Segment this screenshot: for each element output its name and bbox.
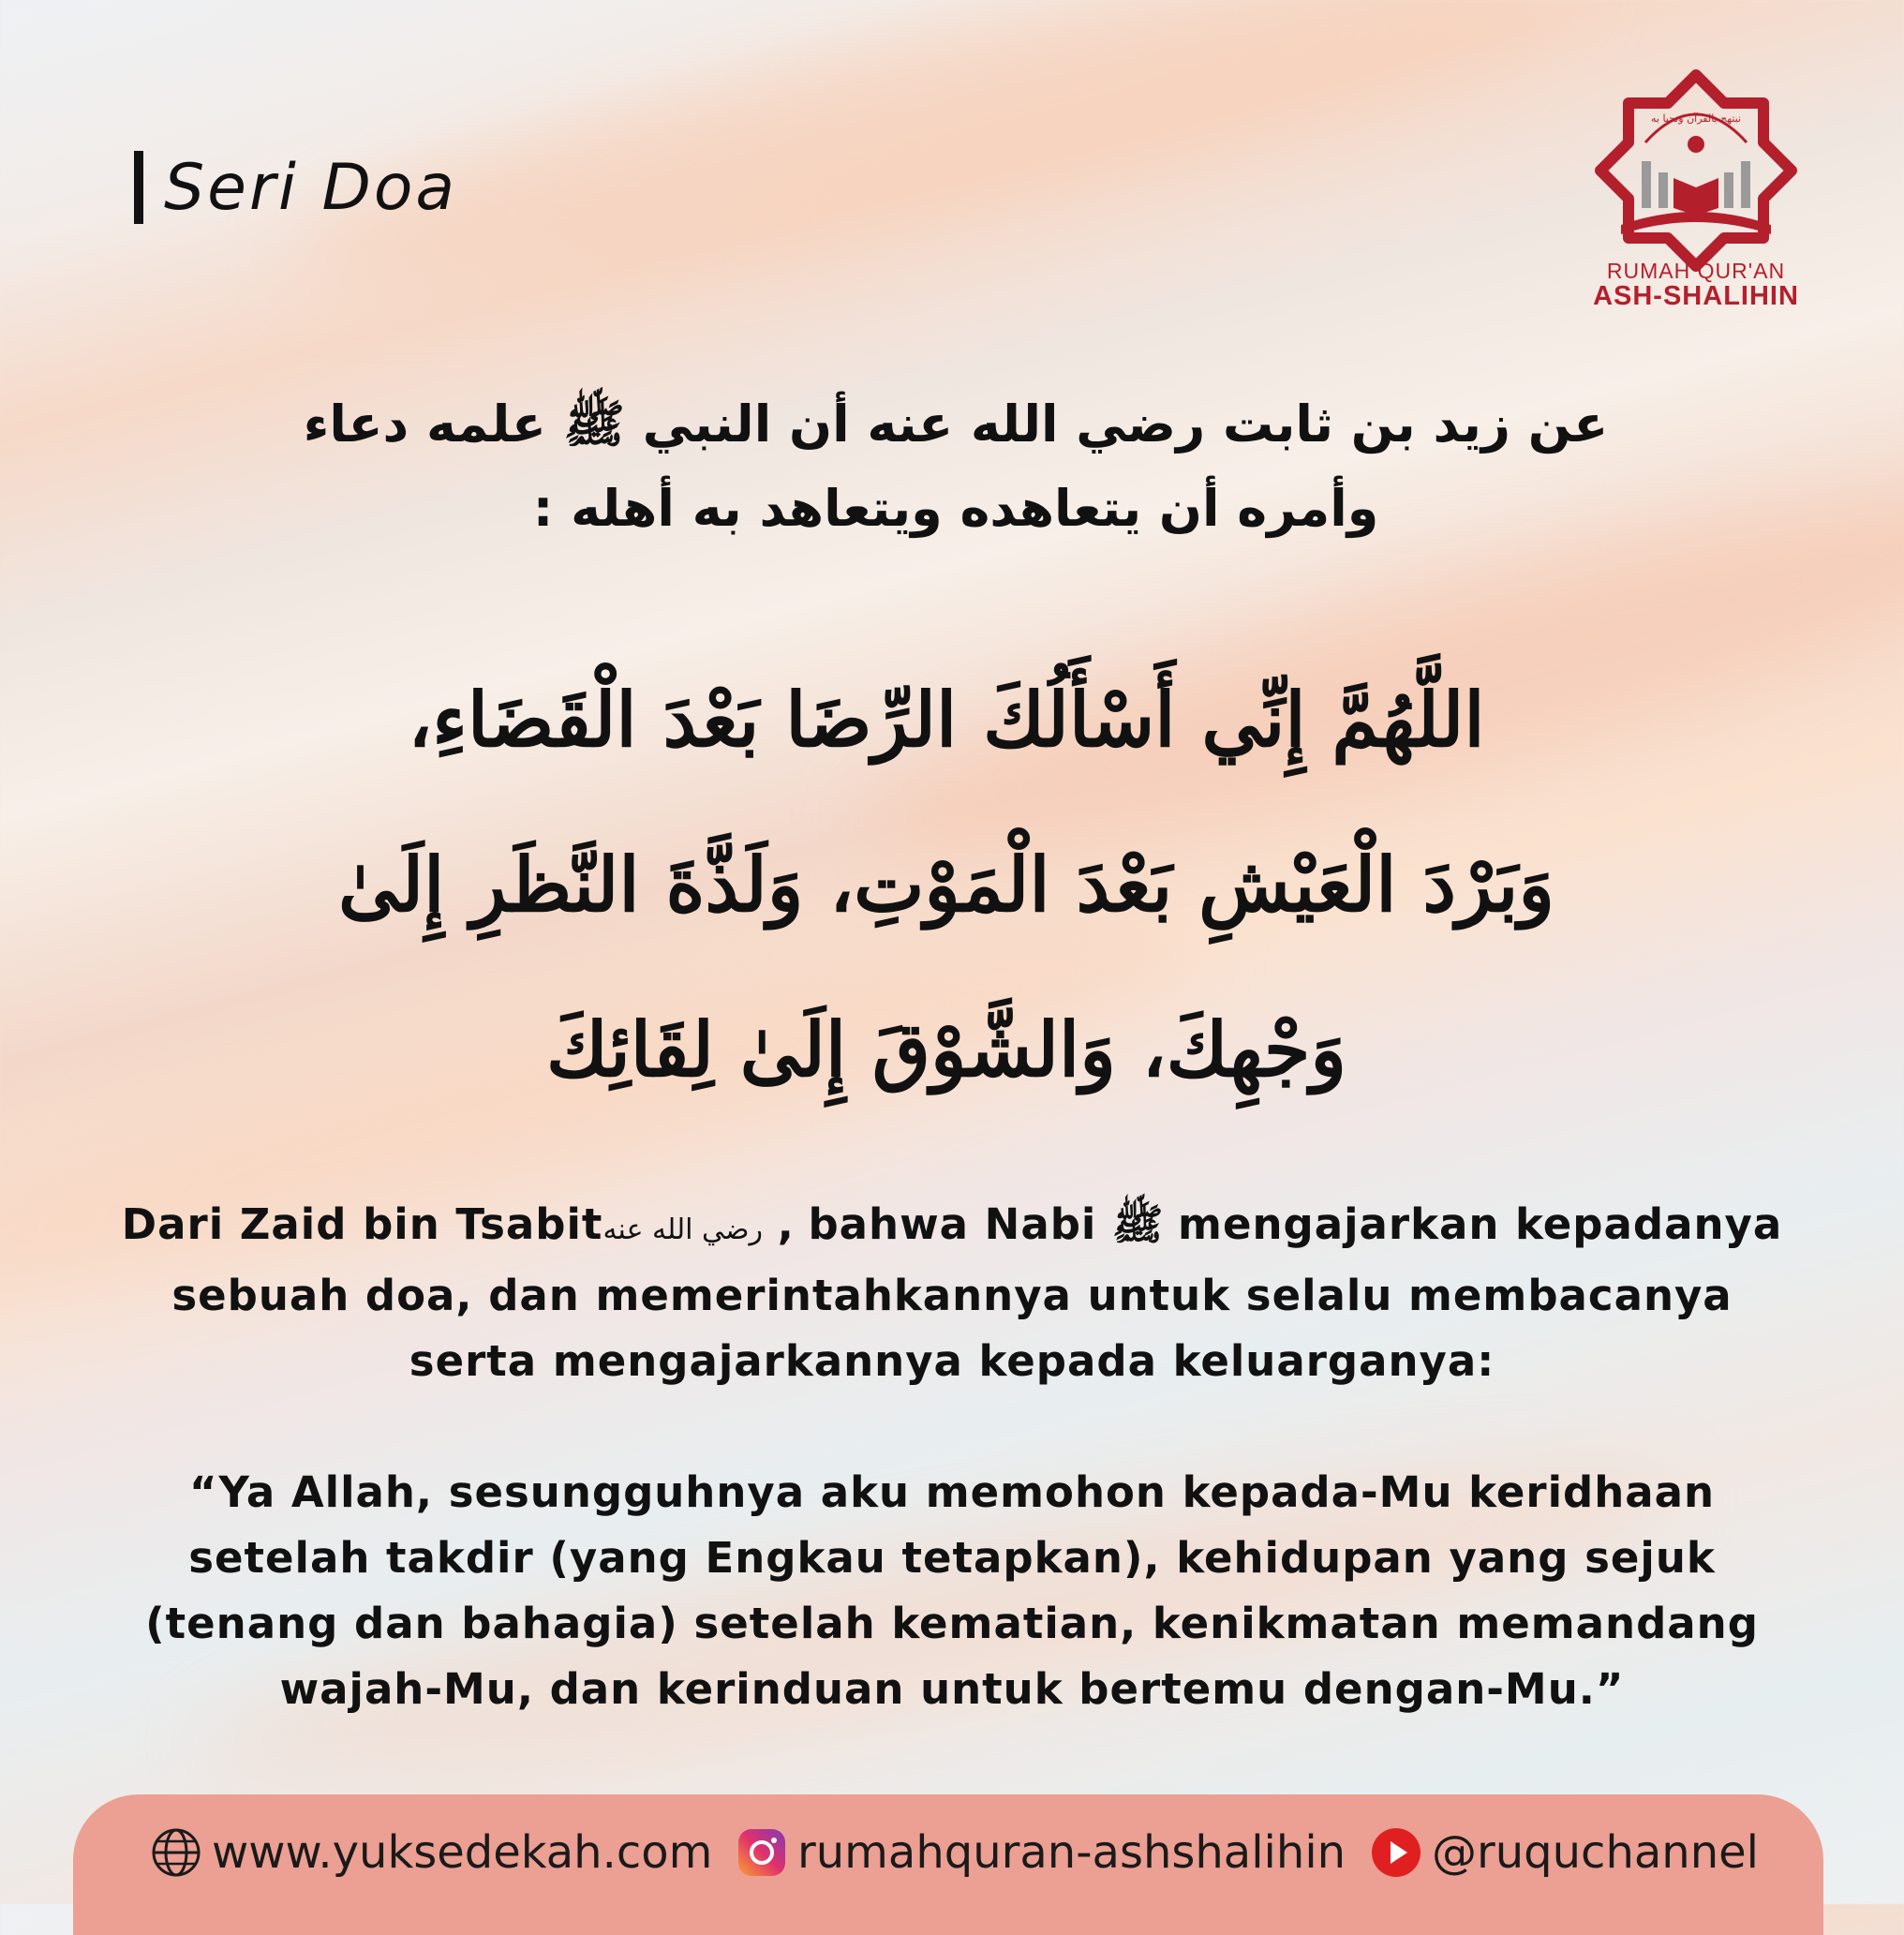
arabic-doa <box>281 637 1612 1132</box>
translation-intro <box>103 1192 1801 1394</box>
footer-youtube[interactable] <box>1370 1820 1759 1885</box>
series-bar <box>134 151 143 224</box>
arabic-intro-line: وأمره أن يتعاهده ويتعاهد به أهله : <box>532 479 1379 538</box>
youtube-icon <box>1370 1826 1422 1879</box>
translation-honorific: رضي الله عنه <box>602 1213 764 1246</box>
logo-name: ASH-SHALIHIN <box>1593 281 1799 311</box>
background-stroke <box>278 0 1597 341</box>
footer-instagram[interactable] <box>736 1820 1346 1885</box>
arabic-doa-line: اللَّهُمَّ إِنِّي أَسْأَلُكَ الرِّضَا بَعْدَ الْقَضَاءِ، <box>408 676 1485 764</box>
logo-star <box>1688 136 1704 153</box>
arabic-hadith-intro <box>262 382 1649 551</box>
logo-subtitle: RUMAH QUR'AN <box>1606 259 1786 283</box>
instagram-handle[interactable]: rumahquran-ashshalihin <box>797 1826 1346 1879</box>
translation-part1: Dari Zaid bin Tsabit <box>121 1199 603 1249</box>
footer-website[interactable] <box>150 1820 712 1885</box>
website-link[interactable]: www.yuksedekah.com <box>212 1826 713 1879</box>
arabic-intro-line: عن زيد بن ثابت رضي الله عنه أن النبي ﷺ علمه دعاء <box>303 394 1609 454</box>
arabic-doa-line: وَجْهِكَ، وَالشَّوْقَ إِلَىٰ لِقَائِكَ <box>546 1005 1346 1094</box>
logo-octagon-frame <box>1600 75 1792 266</box>
logo-book-wave <box>1621 212 1771 234</box>
series-label: Seri Doa <box>164 150 458 225</box>
youtube-handle[interactable]: @ruquchannel <box>1432 1826 1759 1879</box>
logo-arabic-text: نبتهج بالقرآن ونحيا به <box>1651 112 1741 125</box>
translation-quote: “Ya Allah, sesungguhnya aku memohon kepada-Mu keridhaan setelah takdir (yang Engkau tetapkan), kehidupan yang sejuk (tenang dan bahagia) setelah kematian, kenikmatan memandang wajah-Mu, dan kerinduan untuk bertemu dengan-Mu.” <box>145 1467 1759 1714</box>
globe-icon <box>150 1826 202 1879</box>
instagram-icon <box>736 1826 788 1879</box>
arabic-doa-line: وَبَرْدَ الْعَيْشِ بَعْدَ الْمَوْتِ، وَلَذَّةَ النَّظَرِ إِلَىٰ <box>338 841 1554 929</box>
translation-part2: , bahwa Nabi ﷺ mengajarkan kepadanya sebuah doa, dan memerintahkannya untuk selalu membacanya serta mengajarkannya kepada keluarganya: <box>171 1199 1783 1386</box>
series-header <box>134 150 457 225</box>
logo-book <box>1673 178 1718 216</box>
